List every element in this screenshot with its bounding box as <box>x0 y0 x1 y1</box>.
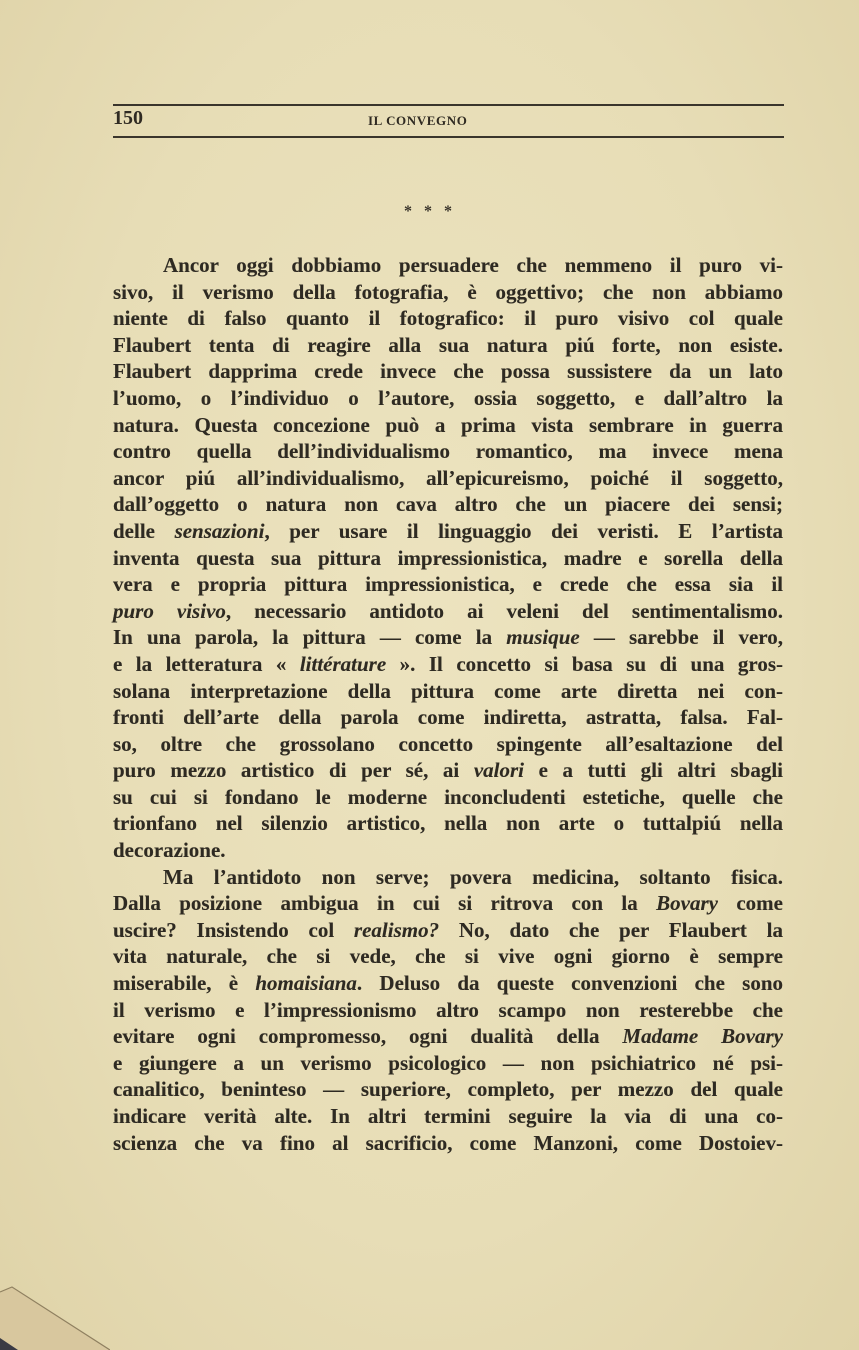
text-line <box>113 518 783 545</box>
text-run: e giungere a un verismo psicologico — non psichiatrico né psi- <box>113 1050 783 1075</box>
italic-text: musique <box>506 625 580 650</box>
text-line <box>113 491 783 518</box>
text-run: sivo, il verismo della fotografia, è oggettivo; che non abbiamo <box>113 279 783 304</box>
text-run: Flaubert tenta di reagire alla sua natura piú forte, non esiste. <box>113 332 783 357</box>
italic-text: realismo? <box>353 917 440 942</box>
text-run: trionfano nel silenzio artistico, nella non arte o tuttalpiú nella <box>113 811 783 836</box>
text-line <box>113 571 783 598</box>
text-line <box>113 890 783 917</box>
text-run: niente di falso quanto il fotografico: il puro visivo col quale <box>113 306 783 331</box>
text-run: puro mezzo artistico di per sé, ai <box>113 758 474 783</box>
text-line <box>113 651 783 678</box>
paragraph <box>113 864 783 1157</box>
italic-text: sensazioni <box>174 518 265 543</box>
body-text <box>113 252 783 1156</box>
text-run: inventa questa sua pittura impressionistica, madre e sorella della <box>113 545 783 570</box>
italic-text: littérature <box>299 651 387 676</box>
folded-corner <box>0 1270 110 1350</box>
text-line <box>113 917 783 944</box>
text-line <box>113 970 783 997</box>
text-run: evitare ogni compromesso, ogni dualità della <box>113 1024 623 1049</box>
text-run: decorazione. <box>113 838 226 863</box>
text-line <box>113 678 783 705</box>
text-line <box>113 1130 783 1157</box>
text-run: . Deluso da queste convenzioni che sono <box>356 971 783 996</box>
text-line <box>113 1050 783 1077</box>
text-run: , necessario antidoto ai veleni del sentimentalismo. <box>225 598 783 623</box>
text-run: Flaubert dapprima crede invece che possa sussistere da un lato <box>113 359 783 384</box>
text-line <box>113 358 783 385</box>
text-line <box>113 757 783 784</box>
text-run: canalitico, beninteso — superiore, completo, per mezzo del quale <box>113 1077 783 1102</box>
text-line <box>113 837 783 864</box>
text-run: Ancor oggi dobbiamo persuadere che nemmeno il puro vi- <box>163 253 783 277</box>
text-run: l’uomo, o l’individuo o l’autore, ossia soggetto, e dall’altro la <box>113 385 783 410</box>
text-run: Dalla posizione ambigua in cui si ritrova con la <box>113 891 657 916</box>
text-run: In una parola, la pittura — come la <box>113 625 507 650</box>
text-line <box>113 624 783 651</box>
text-run: — sarebbe il vero, <box>579 625 783 650</box>
text-line <box>113 279 783 306</box>
text-line <box>113 305 783 332</box>
text-line <box>113 332 783 359</box>
text-run: solana interpretazione della pittura come arte diretta nei con- <box>113 678 783 703</box>
text-run: vita naturale, che si vede, che si vive ogni giorno è sempre <box>113 944 783 969</box>
text-run: e la letteratura « <box>113 651 300 676</box>
text-run: ». Il concetto si basa su di una gros- <box>386 651 783 676</box>
text-line <box>113 1023 783 1050</box>
header-rule-bottom <box>113 136 784 138</box>
paragraph <box>113 252 783 864</box>
text-run: come <box>717 891 783 916</box>
text-line <box>113 943 783 970</box>
text-run: il verismo e l’impressionismo altro scampo non resterebbe che <box>113 997 783 1022</box>
text-line <box>113 784 783 811</box>
italic-text: Bovary <box>656 891 718 916</box>
text-run: miserabile, è <box>113 971 256 996</box>
text-run: dall’oggetto o natura non cava altro che un piacere dei sensi; <box>113 492 783 517</box>
section-break-asterisks: * * * <box>404 203 456 220</box>
text-run: e a tutti gli altri sbagli <box>524 758 783 783</box>
italic-text: Madame Bovary <box>622 1024 783 1049</box>
text-run: delle <box>113 518 175 543</box>
text-run: indicare verità alte. In altri termini seguire la via di una co- <box>113 1104 783 1128</box>
text-run: ancor piú all’individualismo, all’epicureismo, poiché il soggetto, <box>113 465 783 490</box>
text-run: so, oltre che grossolano concetto spingente all’esaltazione del <box>113 731 783 756</box>
text-line <box>113 412 783 439</box>
text-line <box>113 252 783 279</box>
text-line <box>113 1076 783 1103</box>
text-line <box>113 385 783 412</box>
text-line <box>113 997 783 1024</box>
text-run: contro quella dell’individualismo romantico, ma invece mena <box>113 439 783 464</box>
text-run: No, dato che per Flaubert la <box>439 917 783 942</box>
text-run: scienza che va fino al sacrificio, come Manzoni, come Dostoiev- <box>113 1130 783 1155</box>
italic-text: valori <box>473 758 525 783</box>
text-run: fronti dell’arte della parola come indiretta, astratta, falsa. Fal- <box>113 705 783 730</box>
text-line <box>113 864 783 891</box>
header-rule-top <box>113 104 784 106</box>
text-run: , per usare il linguaggio dei veristi. E l’artista <box>264 518 783 543</box>
text-line <box>113 810 783 837</box>
text-line <box>113 731 783 758</box>
text-line <box>113 704 783 731</box>
text-line <box>113 438 783 465</box>
text-line <box>113 598 783 625</box>
text-line <box>113 465 783 492</box>
text-line <box>113 1103 783 1130</box>
text-run: Ma l’antidoto non serve; povera medicina, soltanto fisica. <box>163 864 783 889</box>
page-number: 150 <box>113 107 143 129</box>
italic-text: homaisiana <box>255 971 357 996</box>
text-run: vera e propria pittura impressionistica, e crede che essa sia il <box>113 572 783 597</box>
text-run: su cui si fondano le moderne inconcludenti estetiche, quelle che <box>113 784 783 809</box>
italic-text: puro visivo <box>113 598 226 623</box>
text-run: uscire? Insistendo col <box>113 917 354 942</box>
running-head: IL CONVEGNO <box>368 113 468 128</box>
text-line <box>113 545 783 572</box>
text-run: natura. Questa concezione può a prima vista sembrare in guerra <box>113 412 783 437</box>
